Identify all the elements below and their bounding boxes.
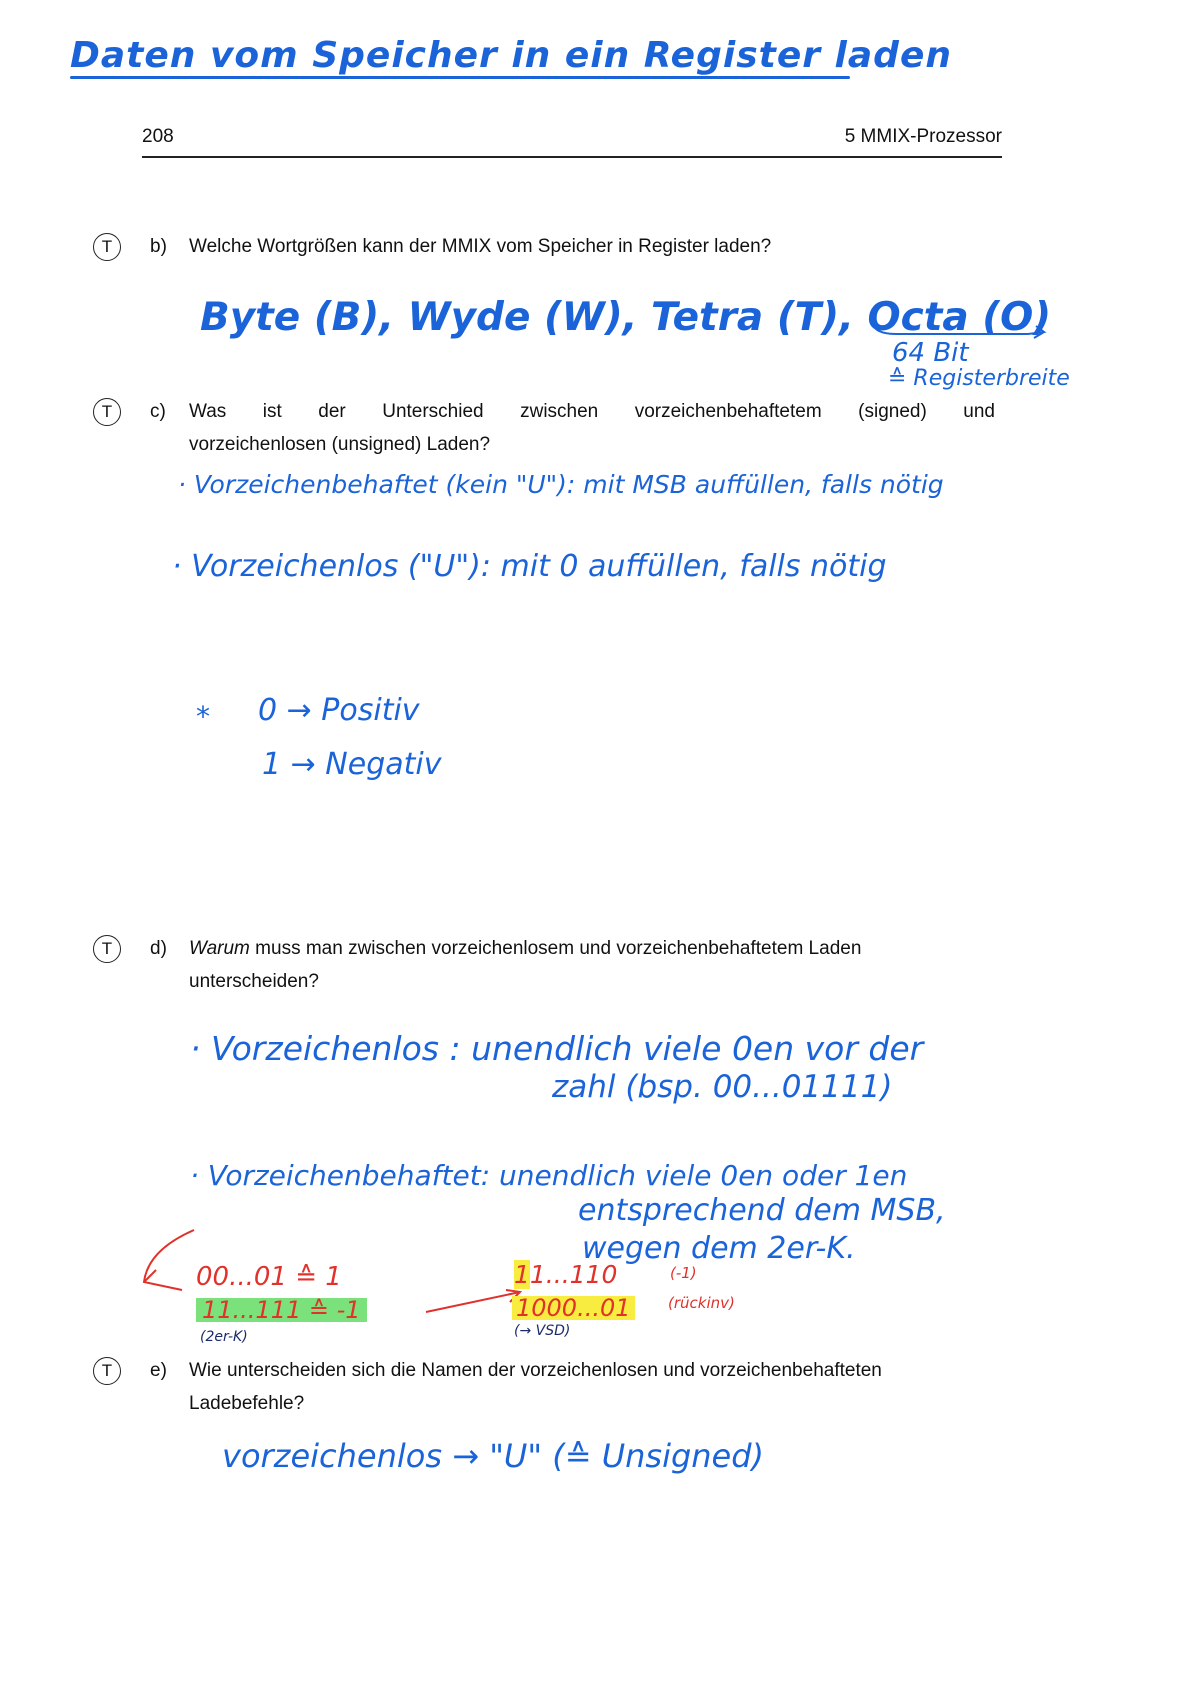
answer-d-unsigned: · Vorzeichenlos : unendlich viele 0en vor der [190,1029,924,1068]
question-b-letter: b) [150,236,167,257]
answer-d-signed-2erk: wegen dem 2er-K. [582,1231,856,1266]
answer-d-example-right1 [514,1262,617,1287]
answer-b-note-register: ≙ Registerbreite [888,366,1070,391]
answer-e-unsigned-prefix: vorzeichenlos → "U" (≙ Unsigned) [222,1437,765,1475]
page-number: 208 [142,126,174,147]
question-e-letter: e) [150,1360,167,1381]
answer-c-star: * [196,700,210,733]
question-c-text [189,395,995,428]
chapter-title: 5 MMIX-Prozessor [844,126,1002,147]
answer-d-example-right1-rest: 1...110 [529,1260,618,1289]
answer-d-example-right1-note: (-1) [670,1264,697,1282]
question-d-line1 [189,932,995,965]
question-c-line1: Was ist der Unterschied zwischen vorzeichenbehaftetem (signed) und [189,401,995,422]
question-d-text [189,932,995,998]
t-badge-icon: T [93,398,121,426]
question-c-text-line2 [189,428,995,461]
answer-d-example-left-note: (2er-K) [200,1329,248,1345]
answer-d-unsigned-example: zahl (bsp. 00...01111) [552,1069,893,1105]
answer-d-signed: · Vorzeichenbehaftet: unendlich viele 0en oder 1en [190,1159,908,1192]
answer-c-map-positive: 0 → Positiv [258,693,420,728]
question-e-line2: Ladebefehle? [189,1393,305,1414]
question-d-line2: unterscheiden? [189,971,319,992]
curved-arrow-icon [134,1226,204,1298]
question-c-letter: c) [150,401,166,422]
answer-c-map-negative: 1 → Negativ [262,747,442,782]
answer-c-unsigned: · Vorzeichenlos ("U"): mit 0 auffüllen, falls nötig [172,549,887,584]
answer-b-note-64bit: 64 Bit [892,338,969,368]
t-badge-icon: T [93,935,121,963]
question-d-line1-rest: muss man zwischen vorzeichenlosem und vorzeichenbehaftetem Laden [249,938,862,959]
answer-b-word-sizes: Byte (B), Wyde (W), Tetra (T), Octa (O) [200,295,1052,340]
answer-d-signed-msb: entsprechend dem MSB, [578,1193,946,1228]
t-badge-icon: T [93,1357,121,1385]
header-rule [142,156,1002,158]
answer-d-example-left2: 11...111 ≙ -1 [196,1298,367,1322]
handwritten-title: Daten vom Speicher in ein Register laden [70,35,952,76]
answer-d-example-right-sub: (→ VSD) [514,1323,571,1339]
answer-d-example-right2: 1000...01 [512,1296,635,1320]
answer-d-example-left1: 00...01 ≙ 1 [196,1262,342,1292]
question-b-text: Welche Wortgrößen kann der MMIX vom Speicher in Register laden? [189,236,772,257]
answer-d-example-right2-note: (rückinv) [668,1294,735,1312]
t-badge-icon: T [93,233,121,261]
question-d-letter: d) [150,938,167,959]
question-c-line2: vorzeichenlosen (unsigned) Laden? [189,434,491,455]
question-e-line1: Wie unterscheiden sich die Namen der vorzeichenlosen und vorzeichenbehafteten [189,1360,882,1381]
title-underline [70,76,850,79]
question-d-emphasis: Warum [189,938,250,959]
answer-d-example-right1-highlight: 1 [514,1260,530,1289]
question-e-text [189,1354,995,1420]
answer-c-signed: · Vorzeichenbehaftet (kein "U"): mit MSB auffüllen, falls nötig [178,470,944,499]
